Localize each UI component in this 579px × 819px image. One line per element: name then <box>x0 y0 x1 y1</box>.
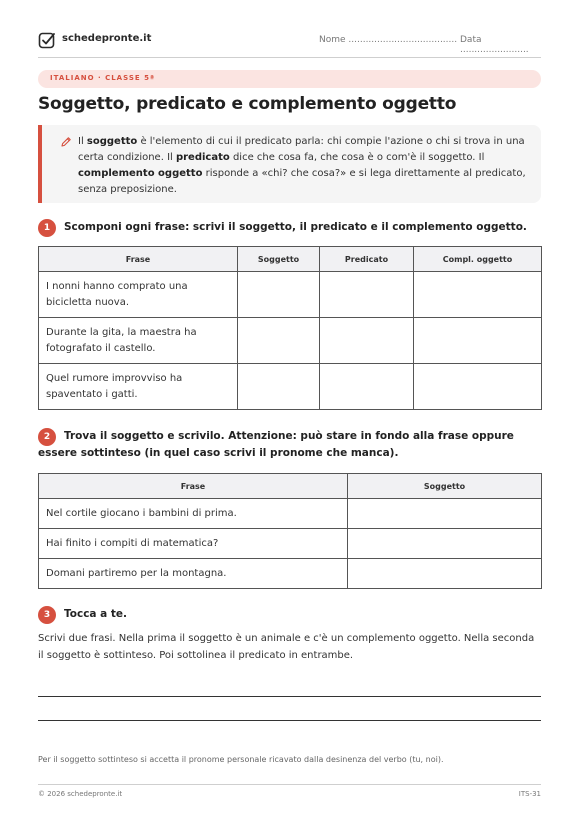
answer-cell[interactable] <box>238 364 320 410</box>
answer-cell[interactable] <box>320 364 414 410</box>
date-field[interactable]: Data ........................ <box>460 35 529 55</box>
exercise-2-table <box>38 473 542 589</box>
sentence-cell: I nonni hanno comprato una bicicletta nuova. <box>39 272 238 318</box>
answer-cell[interactable] <box>320 318 414 364</box>
pencil-icon <box>60 136 72 148</box>
answer-cell[interactable] <box>348 529 542 559</box>
term-predicato: predicato <box>175 152 230 163</box>
table-row <box>39 364 542 410</box>
copyright: © 2026 schedepronte.it <box>38 790 123 798</box>
sentence-cell: Quel rumore improvviso ha spaventato i gatti. <box>39 364 238 410</box>
page-title: Soggetto, predicato e complemento oggetto <box>38 94 457 114</box>
col-soggetto: Soggetto <box>238 247 320 272</box>
exercise-3-number: 3 <box>38 606 56 624</box>
sentence-cell: Domani partiremo per la montagna. <box>39 559 348 589</box>
worksheet-code: ITS-31 <box>518 790 541 798</box>
teacher-note: Per il soggetto sottinteso si accetta il pronome personale ricavato dalla desinenza del verbo (tu, noi). <box>38 755 444 764</box>
answer-cell[interactable] <box>414 318 542 364</box>
table-row <box>39 272 542 318</box>
writing-line-2[interactable] <box>38 720 541 721</box>
answer-cell[interactable] <box>414 364 542 410</box>
exercise-1-title: Scomponi ogni frase: scrivi il soggetto, il predicato e il complemento oggetto. <box>64 221 527 233</box>
col-frase: Frase <box>39 474 348 499</box>
table-row <box>39 318 542 364</box>
table-row <box>39 529 542 559</box>
exercise-2-title: Trova il soggetto e scrivilo. Attenzione: può stare in fondo alla frase oppure essere sottinteso (in quel caso scrivi il pronome che manca). <box>38 430 514 459</box>
sentence-cell: Durante la gita, la maestra ha fotografato il castello. <box>39 318 238 364</box>
answer-cell[interactable] <box>414 272 542 318</box>
term-soggetto: soggetto <box>86 136 138 147</box>
answer-cell[interactable] <box>348 499 542 529</box>
answer-cell[interactable] <box>348 559 542 589</box>
sentence-cell: Hai finito i compiti di matematica? <box>39 529 348 559</box>
page-header <box>38 30 541 58</box>
brand-name: schedepronte.it <box>62 33 152 44</box>
exercise-2-number: 2 <box>38 428 56 446</box>
intro-text: Il soggetto è l'elemento di cui il predicato parla: chi compie l'azione o chi si trova in una certa condizione. Il predicato dice che cosa fa, che cosa è o com'è il soggetto. Il complemento oggetto risponde a «chi? che cosa?» e si lega direttamente al predicato, senza preposizione. <box>78 136 526 195</box>
answer-cell[interactable] <box>238 272 320 318</box>
answer-cell[interactable] <box>320 272 414 318</box>
exercise-3-text: Scrivi due frasi. Nella prima il soggetto è un animale e c'è un complemento oggetto. Nella seconda il soggetto è sottinteso. Poi sottolinea il predicato in entrambe. <box>38 633 535 661</box>
name-field[interactable]: Nome ...................................... <box>319 35 458 45</box>
table-row <box>39 559 542 589</box>
sentence-cell: Nel cortile giocano i bambini di prima. <box>39 499 348 529</box>
col-frase: Frase <box>39 247 238 272</box>
table-row <box>39 499 542 529</box>
col-compl-oggetto: Compl. oggetto <box>414 247 542 272</box>
table-header-row <box>39 474 542 499</box>
exercise-1-table <box>38 246 542 410</box>
answer-cell[interactable] <box>238 318 320 364</box>
exercise-1-number: 1 <box>38 219 56 237</box>
subject-badge <box>38 70 541 88</box>
exercise-3-title: Tocca a te. <box>64 608 128 620</box>
subject-badge-label: ITALIANO · CLASSE 5ª <box>50 74 155 82</box>
col-soggetto: Soggetto <box>348 474 542 499</box>
footer-divider <box>38 784 541 785</box>
checkbox-icon <box>38 31 56 49</box>
intro-box <box>38 125 541 203</box>
term-complemento: complemento oggetto <box>78 168 203 179</box>
table-header-row <box>39 247 542 272</box>
col-predicato: Predicato <box>320 247 414 272</box>
writing-line-1[interactable] <box>38 696 541 697</box>
